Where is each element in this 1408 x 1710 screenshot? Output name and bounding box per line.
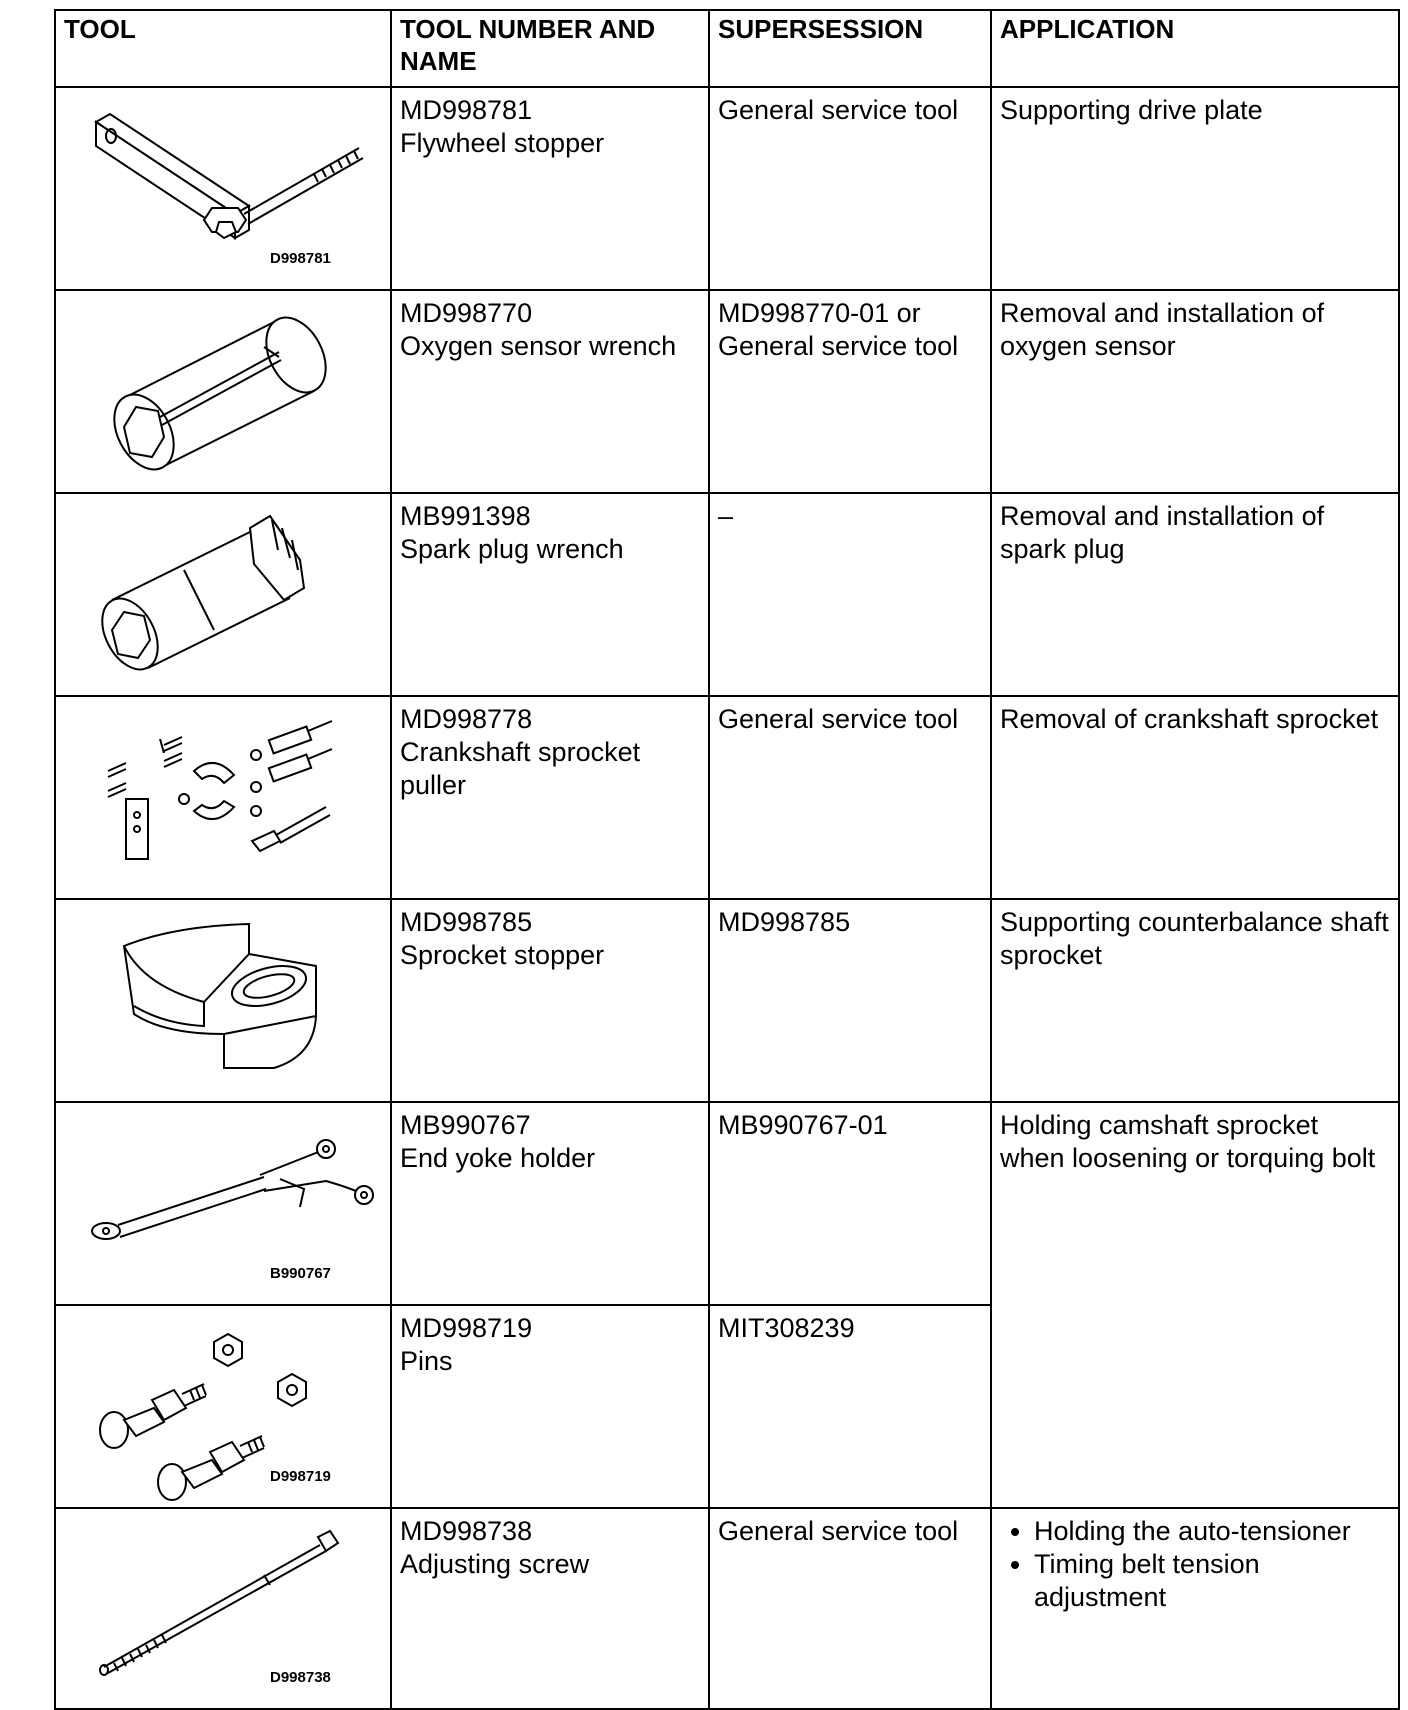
tool-image-cell	[55, 696, 391, 899]
table-row	[55, 87, 1399, 290]
tool-number: MB990767	[400, 1110, 531, 1140]
supersession-text: MD998785	[718, 907, 851, 937]
tool-image-cell	[55, 899, 391, 1102]
supersession-cell	[709, 696, 991, 899]
pins-illustration	[64, 1312, 382, 1507]
application-cell: Supporting drive plate	[991, 87, 1399, 290]
tool-number-name-cell	[391, 899, 709, 1102]
special-tools-table	[54, 9, 1400, 1710]
supersession-text: General service tool	[718, 95, 959, 125]
supersession-text: –	[718, 501, 734, 531]
application-cell: Holding camshaft sprocket when loosening or torquing bolt	[991, 1102, 1399, 1508]
tool-number-name-cell	[391, 1102, 709, 1305]
table-row	[55, 1102, 1399, 1305]
application-list	[1000, 1515, 1390, 1614]
table-row	[55, 493, 1399, 696]
tool-name: End yoke holder	[400, 1143, 596, 1173]
application-cell: Supporting counterbalance shaft sprocket	[991, 899, 1399, 1102]
header-tool: TOOL	[55, 10, 391, 87]
supersession-text: General service tool	[718, 331, 959, 361]
header-supersession: SUPERSESSION	[709, 10, 991, 87]
supersession-cell	[709, 290, 991, 493]
tool-image-cell	[55, 87, 391, 290]
supersession-cell	[709, 87, 991, 290]
image-code-label: D998738	[270, 1669, 331, 1686]
list-item: • Timing belt tension adjustment	[1034, 1548, 1390, 1614]
header-row	[55, 10, 1399, 87]
crankshaft-sprocket-puller-illustration	[64, 703, 382, 898]
tool-number-name-cell	[391, 290, 709, 493]
table-row	[55, 696, 1399, 899]
tool-number: MD998738	[400, 1516, 533, 1546]
sprocket-stopper-illustration	[64, 906, 382, 1101]
supersession-cell	[709, 1305, 991, 1508]
tool-number: MD998778	[400, 704, 533, 734]
table-row	[55, 1508, 1399, 1709]
flywheel-stopper-illustration	[64, 94, 382, 289]
adjusting-screw-illustration	[64, 1515, 382, 1708]
supersession-cell	[709, 1102, 991, 1305]
supersession-text: General service tool	[718, 1516, 959, 1546]
header-application: APPLICATION	[991, 10, 1399, 87]
supersession-text: MB990767-01	[718, 1110, 888, 1140]
supersession-cell	[709, 1508, 991, 1709]
image-code-label: D998719	[270, 1468, 331, 1485]
image-code-label: B990767	[270, 1265, 331, 1282]
tool-number-name-cell	[391, 1508, 709, 1709]
list-item: • Holding the auto-tensioner	[1034, 1515, 1390, 1548]
spark-plug-wrench-illustration	[64, 500, 382, 695]
tool-number-name-cell	[391, 493, 709, 696]
application-cell: Removal and installation of spark plug	[991, 493, 1399, 696]
tool-number: MD998719	[400, 1313, 533, 1343]
application-cell: Removal and installation of oxygen sensor	[991, 290, 1399, 493]
tool-number: MD998770	[400, 298, 533, 328]
tool-number: MB991398	[400, 501, 531, 531]
application-cell: Removal of crankshaft sprocket	[991, 696, 1399, 899]
tool-name: Crankshaft sprocket puller	[400, 737, 641, 800]
supersession-text: General service tool	[718, 704, 959, 734]
tool-name: Sprocket stopper	[400, 940, 605, 970]
tool-name: Oxygen sensor wrench	[400, 331, 677, 361]
tool-number-name-cell	[391, 1305, 709, 1508]
supersession-cell	[709, 493, 991, 696]
tool-image-cell	[55, 1305, 391, 1508]
tool-name: Spark plug wrench	[400, 534, 624, 564]
table-row	[55, 290, 1399, 493]
tool-image-cell	[55, 290, 391, 493]
tool-image-cell	[55, 493, 391, 696]
header-number-name: TOOL NUMBER AND NAME	[391, 10, 709, 87]
image-code-label: D998781	[270, 250, 331, 267]
oxygen-sensor-wrench-illustration	[64, 297, 382, 492]
supersession-text: MD998770-01 or	[718, 298, 921, 328]
supersession-cell	[709, 899, 991, 1102]
tool-number: MD998781	[400, 95, 533, 125]
tool-image-cell	[55, 1508, 391, 1709]
tool-name: Flywheel stopper	[400, 128, 605, 158]
tool-number-name-cell	[391, 87, 709, 290]
supersession-text: MIT308239	[718, 1313, 855, 1343]
tool-number: MD998785	[400, 907, 533, 937]
table-row	[55, 899, 1399, 1102]
tool-name: Adjusting screw	[400, 1549, 590, 1579]
end-yoke-holder-illustration	[64, 1109, 382, 1304]
tool-image-cell	[55, 1102, 391, 1305]
tool-name: Pins	[400, 1346, 453, 1376]
tool-number-name-cell	[391, 696, 709, 899]
application-cell	[991, 1508, 1399, 1709]
